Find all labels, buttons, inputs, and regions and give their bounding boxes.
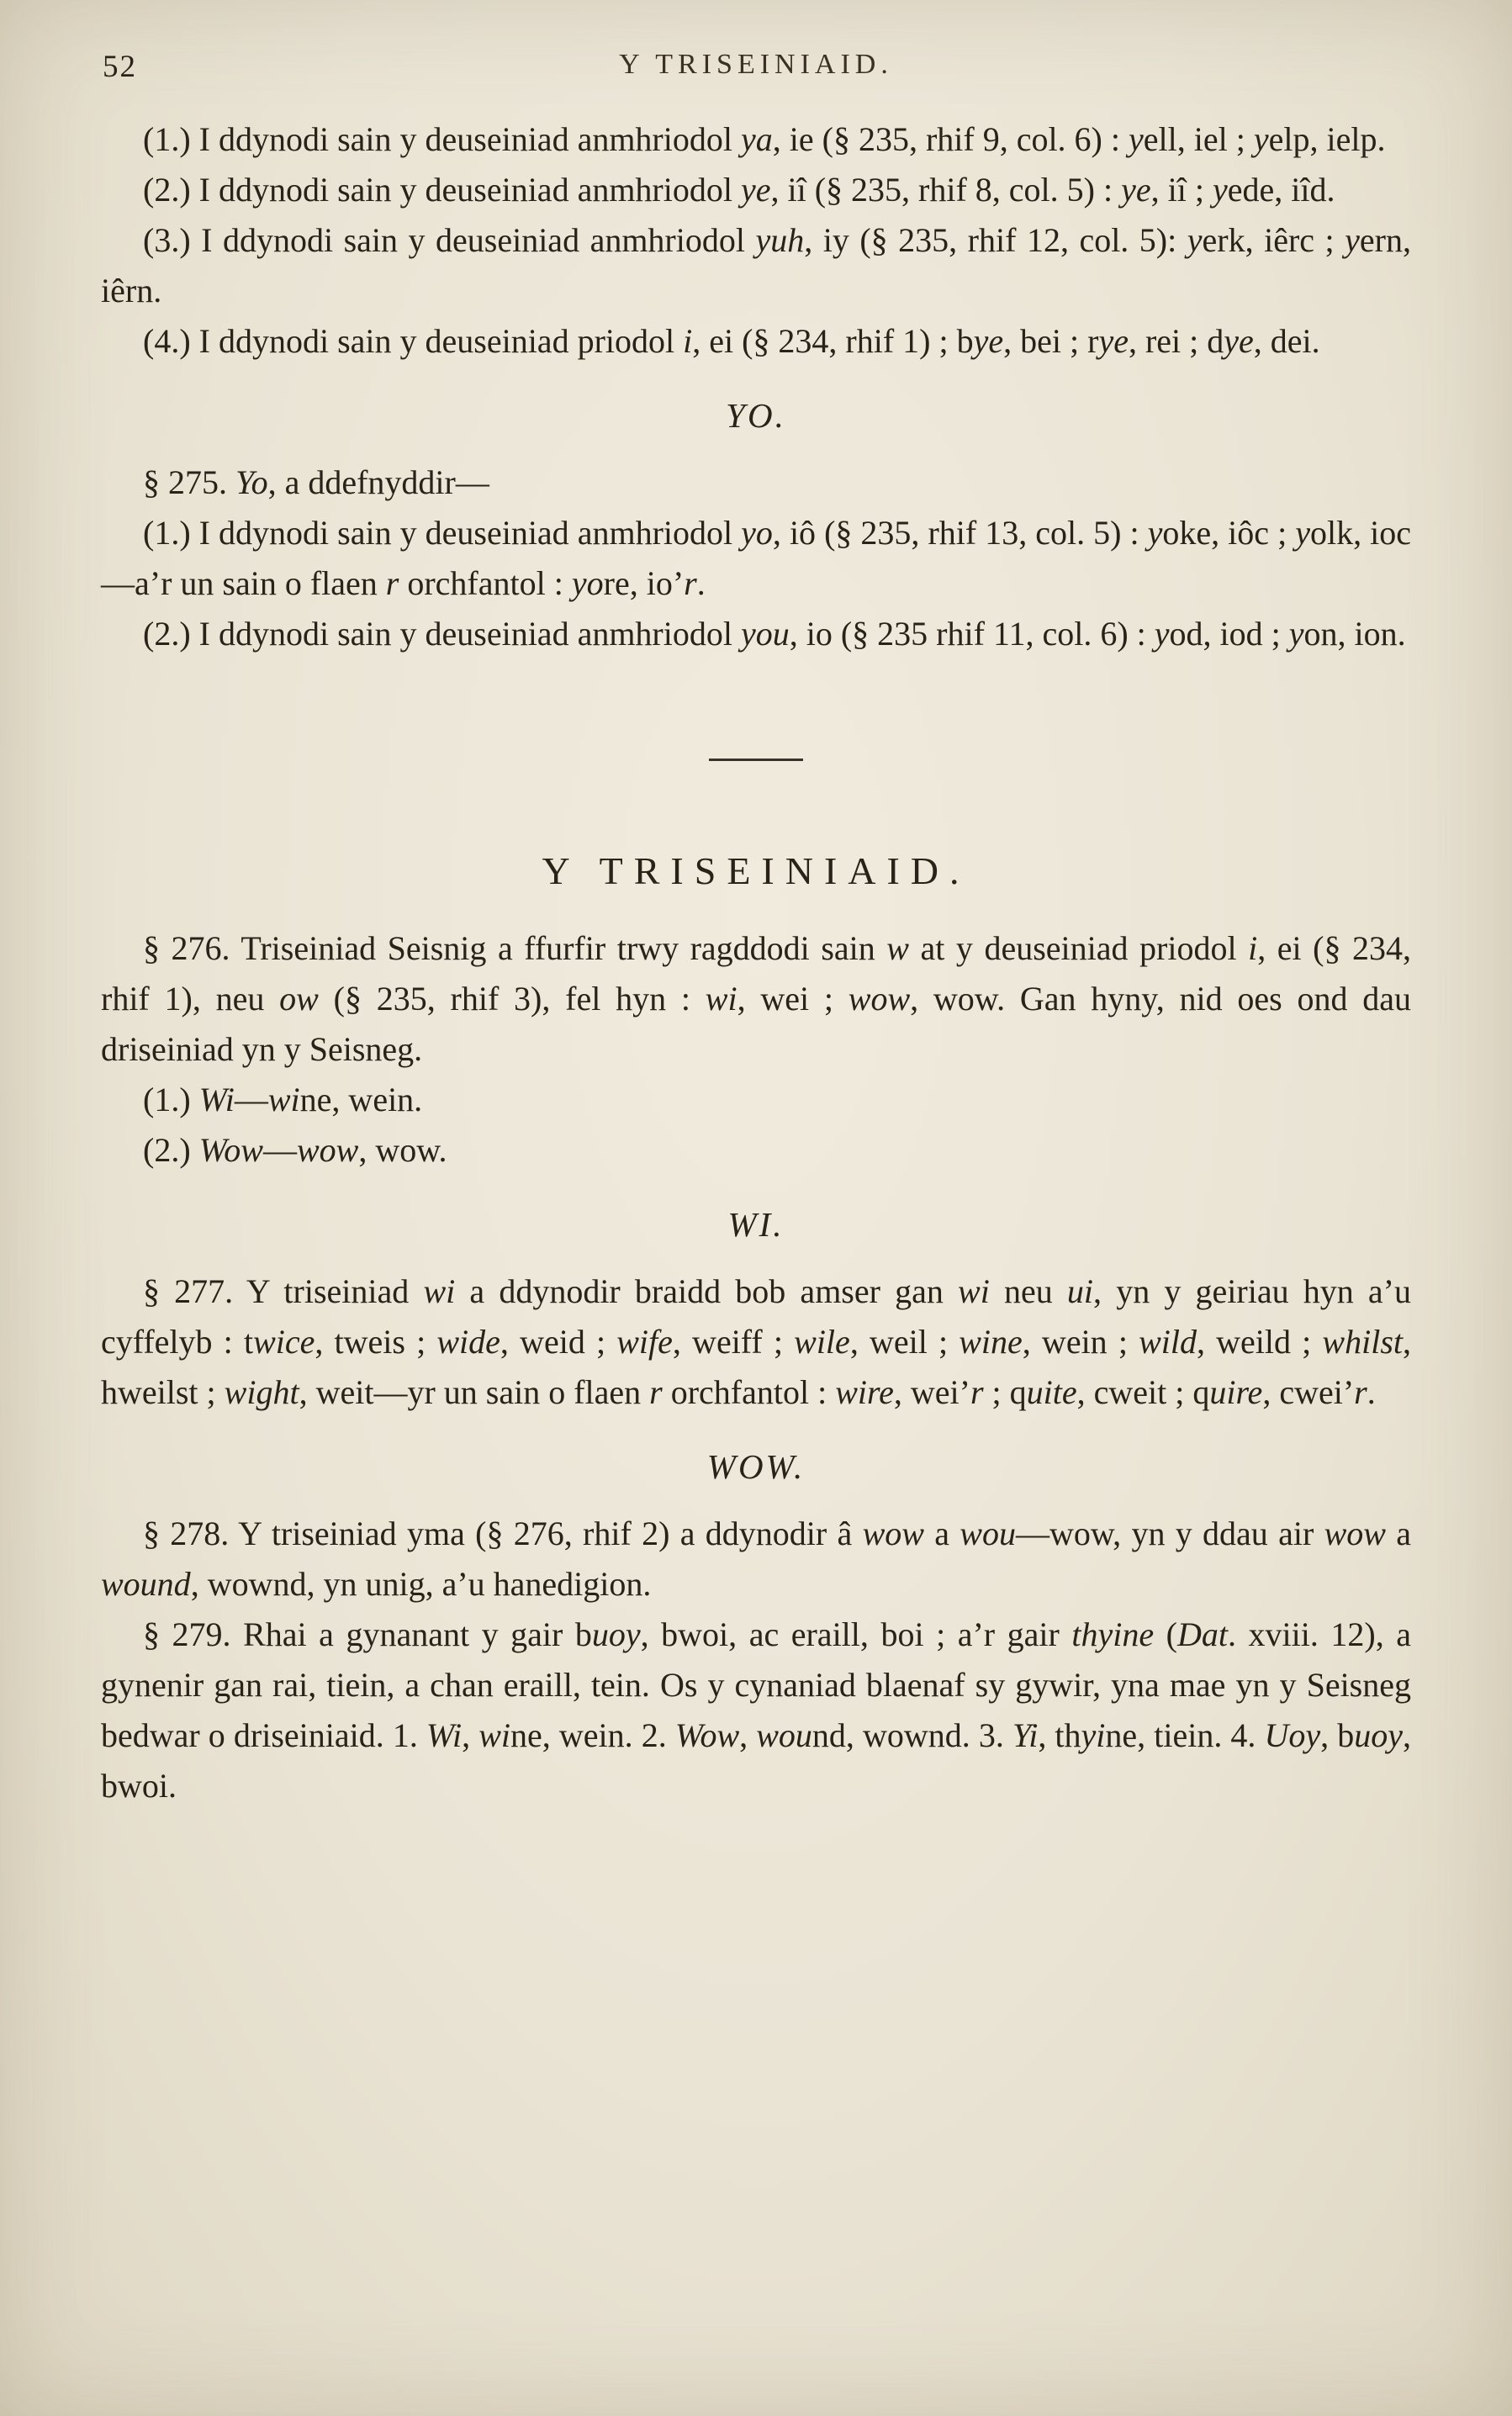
text-run: , wow. <box>358 1131 447 1169</box>
page-header <box>101 49 1411 89</box>
text-run: elp, ielp. <box>1268 120 1386 158</box>
text-run: ( <box>1154 1615 1177 1653</box>
text-run: orchfantol : <box>662 1373 836 1411</box>
italic-text-run: Yo <box>235 463 268 501</box>
paragraph <box>101 1610 1411 1811</box>
text-run: , rei ; d <box>1128 322 1224 360</box>
text-run: , iî ; <box>1150 171 1213 209</box>
paragraph <box>101 609 1411 659</box>
text-run: , weild ; <box>1197 1323 1323 1361</box>
text-run: (3.) I ddynodi sain y deuseiniad anmhriodol <box>143 221 756 259</box>
italic-text-run: ye <box>1224 322 1254 360</box>
italic-text-run: wow <box>296 1131 359 1169</box>
italic-text-run: wi <box>267 1081 300 1118</box>
text-run: — <box>234 1081 268 1118</box>
text-run: , ie (§ 235, rhif 9, col. 6) : <box>772 120 1129 158</box>
italic-text-run: y <box>1154 615 1170 653</box>
italic-text-run: ui <box>1066 1272 1094 1310</box>
text-run: (2.) I ddynodi sain y deuseiniad anmhriodol <box>143 171 741 209</box>
italic-text-run: y <box>1345 221 1360 259</box>
text-run: orchfantol : <box>399 564 572 602</box>
italic-text-run: r <box>970 1373 984 1411</box>
italic-text-run: wi <box>478 1716 511 1754</box>
italic-text-run: y <box>1187 221 1203 259</box>
text-run: ern, iêrn. <box>101 221 1411 309</box>
text-run: , th <box>1038 1716 1081 1754</box>
paragraph <box>101 1075 1411 1125</box>
italic-text-run: Wow <box>198 1131 263 1169</box>
text-run: , bei ; r <box>1003 322 1099 360</box>
text-run: , ei (§ 234, rhif 1) ; b <box>692 322 974 360</box>
section-heading: WI. <box>727 1205 785 1244</box>
text-run: , dei. <box>1253 322 1320 360</box>
text-run: , <box>462 1716 479 1754</box>
italic-text-run: Yi <box>1012 1716 1039 1754</box>
italic-text-run: uoy <box>591 1615 641 1653</box>
italic-text-run: wou <box>960 1515 1016 1552</box>
italic-text-run: y <box>1129 120 1144 158</box>
text-run: , cwei’ <box>1262 1373 1355 1411</box>
text-run: , weiff ; <box>672 1323 795 1361</box>
text-run: , iy (§ 235, rhif 12, col. 5): <box>804 221 1187 259</box>
section-divider <box>709 759 803 761</box>
text-run: , tweis ; <box>315 1323 437 1361</box>
text-run: neu <box>989 1272 1067 1310</box>
text-run: § 277. Y triseiniad <box>143 1272 424 1310</box>
italic-text-run: y <box>1212 171 1228 209</box>
text-run: , wei ; <box>737 980 849 1018</box>
italic-text-run: you <box>740 615 790 653</box>
italic-text-run: y <box>1253 120 1269 158</box>
italic-text-run: wight <box>224 1373 299 1411</box>
italic-text-run: y <box>1288 615 1304 653</box>
text-run: , wein ; <box>1022 1323 1139 1361</box>
paragraph <box>101 923 1411 1075</box>
text-run: , weid ; <box>500 1323 617 1361</box>
italic-text-run: wou <box>756 1716 812 1754</box>
text-run: § 276. Triseiniad Seisnig a ffurfir trwy ragddodi sain <box>143 929 887 967</box>
paragraph <box>101 215 1411 316</box>
text-run: , weil ; <box>849 1323 960 1361</box>
text-run: , ei (§ 234, rhif 1), neu <box>101 929 1412 1018</box>
italic-text-run: Wi <box>426 1716 463 1754</box>
italic-text-run: wow <box>1324 1515 1386 1552</box>
running-header: Y TRISEINIAID. <box>619 49 893 80</box>
italic-text-run: w <box>886 929 909 967</box>
italic-text-run: wile <box>794 1323 850 1361</box>
text-run: , cweit ; q <box>1076 1373 1210 1411</box>
text-run: ell, iel ; <box>1143 120 1254 158</box>
italic-text-run: r <box>684 564 697 602</box>
text-run: . xviii. 12), a gynenir gan rai, tiein, a chan eraill, tein. Os y cynaniad blaenaf sy gywir, yna mae yn y Seisneg bedwar o driseiniaid. 1. <box>101 1615 1412 1754</box>
text-run: , bwoi, ac eraill, boi ; a’r gair <box>640 1615 1072 1653</box>
paragraph <box>101 316 1411 367</box>
text-run: ne, wein. 2. <box>510 1716 675 1754</box>
italic-text-run: yo <box>571 564 604 602</box>
text-run: oke, iôc ; <box>1162 514 1296 552</box>
italic-text-run: uoy <box>1354 1716 1404 1754</box>
italic-text-run: uite <box>1026 1373 1077 1411</box>
text-run: § 279. Rhai a gynanant y gair b <box>143 1615 592 1653</box>
italic-text-run: Wi <box>198 1081 235 1118</box>
text-run: nd, wownd. 3. <box>812 1716 1012 1754</box>
paragraph <box>101 114 1411 165</box>
text-run: od, iod ; <box>1169 615 1289 653</box>
text-run: , bwoi. <box>101 1716 1412 1805</box>
italic-text-run: ye <box>1098 322 1129 360</box>
italic-text-run: wi <box>423 1272 456 1310</box>
italic-text-run: ye <box>740 171 771 209</box>
text-run: olk, ioc—a’r un sain o flaen <box>101 514 1411 602</box>
text-run: on, ion. <box>1303 615 1406 653</box>
italic-text-run: wire <box>835 1373 894 1411</box>
italic-text-run: wife <box>616 1323 673 1361</box>
paragraph <box>101 1125 1411 1176</box>
paragraph <box>101 1509 1411 1610</box>
italic-text-run: wild <box>1139 1323 1197 1361</box>
text-run: ede, iîd. <box>1227 171 1335 209</box>
text-run: , wow. Gan hyny, nid oes ond dau driseiniad yn y Seisneg. <box>101 980 1411 1068</box>
text-run: (4.) I ddynodi sain y deuseiniad priodol <box>143 322 684 360</box>
italic-text-run: whilst <box>1322 1323 1404 1361</box>
text-run: , wownd, yn unig, a’u hanedigion. <box>190 1565 652 1603</box>
page-number: 52 <box>103 50 137 84</box>
italic-text-run: wow <box>848 980 911 1018</box>
italic-text-run: yo <box>741 514 773 552</box>
paragraph <box>101 1266 1411 1418</box>
italic-text-run: wi <box>705 980 737 1018</box>
text-run: ne, tiein. 4. <box>1105 1716 1265 1754</box>
paragraph <box>101 508 1411 609</box>
text-run: , <box>739 1716 757 1754</box>
text-run: § 278. Y triseiniad yma (§ 276, rhif 2) a ddynodir â <box>143 1515 863 1552</box>
italic-text-run: yi <box>1081 1716 1106 1754</box>
italic-text-run: ye <box>973 322 1004 360</box>
italic-text-run: wine <box>959 1323 1023 1361</box>
text-run: ne, wein. <box>299 1081 423 1118</box>
text-run: , b <box>1320 1716 1355 1754</box>
text-run: . <box>1367 1373 1376 1411</box>
text-run: — <box>262 1131 297 1169</box>
text-run: —wow, yn y ddau air <box>1015 1515 1324 1552</box>
italic-text-run: r <box>1354 1373 1367 1411</box>
text-run: (2.) I ddynodi sain y deuseiniad anmhriodol <box>143 615 741 653</box>
italic-text-run: ow <box>279 980 319 1018</box>
italic-text-run: wi <box>958 1272 990 1310</box>
text-run: , iô (§ 235, rhif 13, col. 5) : <box>772 514 1148 552</box>
italic-text-run: ye <box>1121 171 1151 209</box>
text-run: § 275. <box>143 463 235 501</box>
italic-text-run: Dat <box>1176 1615 1228 1653</box>
text-run: , hweilst ; <box>101 1323 1412 1411</box>
text-run: (2.) <box>143 1131 199 1169</box>
italic-text-run: ya <box>740 120 773 158</box>
italic-text-run: yuh <box>755 221 805 259</box>
page-body <box>101 114 1411 1811</box>
text-run: (1.) I ddynodi sain y deuseiniad anmhriodol <box>143 514 742 552</box>
italic-text-run: Wow <box>674 1716 740 1754</box>
italic-text-run: y <box>1147 514 1163 552</box>
italic-text-run: wide <box>436 1323 500 1361</box>
text-run: a <box>1385 1515 1411 1552</box>
text-run: . <box>696 564 706 602</box>
paragraph <box>101 457 1411 508</box>
text-run: , wei’ <box>893 1373 970 1411</box>
text-run: , io (§ 235 rhif 11, col. 6) : <box>789 615 1155 653</box>
section-heading: Y TRISEINIAID. <box>542 849 970 892</box>
text-run: , yn y geiriau hyn a’u cyffelyb : t <box>101 1272 1412 1361</box>
italic-text-run: wow <box>862 1515 924 1552</box>
text-run: a <box>923 1515 960 1552</box>
italic-text-run: y <box>1295 514 1310 552</box>
italic-text-run: i <box>1248 929 1258 967</box>
italic-text-run: thyine <box>1071 1615 1155 1653</box>
section-heading: YO. <box>726 396 786 435</box>
italic-text-run: wice <box>253 1323 315 1361</box>
text-run: (1.) <box>143 1081 199 1118</box>
text-run: (§ 235, rhif 3), fel hyn : <box>318 980 706 1018</box>
italic-text-run: i <box>683 322 693 360</box>
text-run: ; q <box>983 1373 1027 1411</box>
italic-text-run: uire <box>1209 1373 1263 1411</box>
section-heading: WOW. <box>706 1447 806 1486</box>
text-run: (1.) I ddynodi sain y deuseiniad anmhriodol <box>143 120 741 158</box>
text-run: re, io’ <box>603 564 685 602</box>
italic-text-run: Uoy <box>1264 1716 1321 1754</box>
italic-text-run: r <box>649 1373 663 1411</box>
italic-text-run: r <box>385 564 399 602</box>
text-run: erk, iêrc ; <box>1202 221 1345 259</box>
text-run: , a ddefnyddir— <box>267 463 489 501</box>
paragraph <box>101 165 1411 215</box>
text-run: , weit—yr un sain o flaen <box>299 1373 650 1411</box>
text-run: , iî (§ 235, rhif 8, col. 5) : <box>770 171 1122 209</box>
italic-text-run: wound <box>101 1565 191 1603</box>
text-run: a ddynodir braidd bob amser gan <box>455 1272 959 1310</box>
text-run: at y deuseiniad priodol <box>908 929 1249 967</box>
